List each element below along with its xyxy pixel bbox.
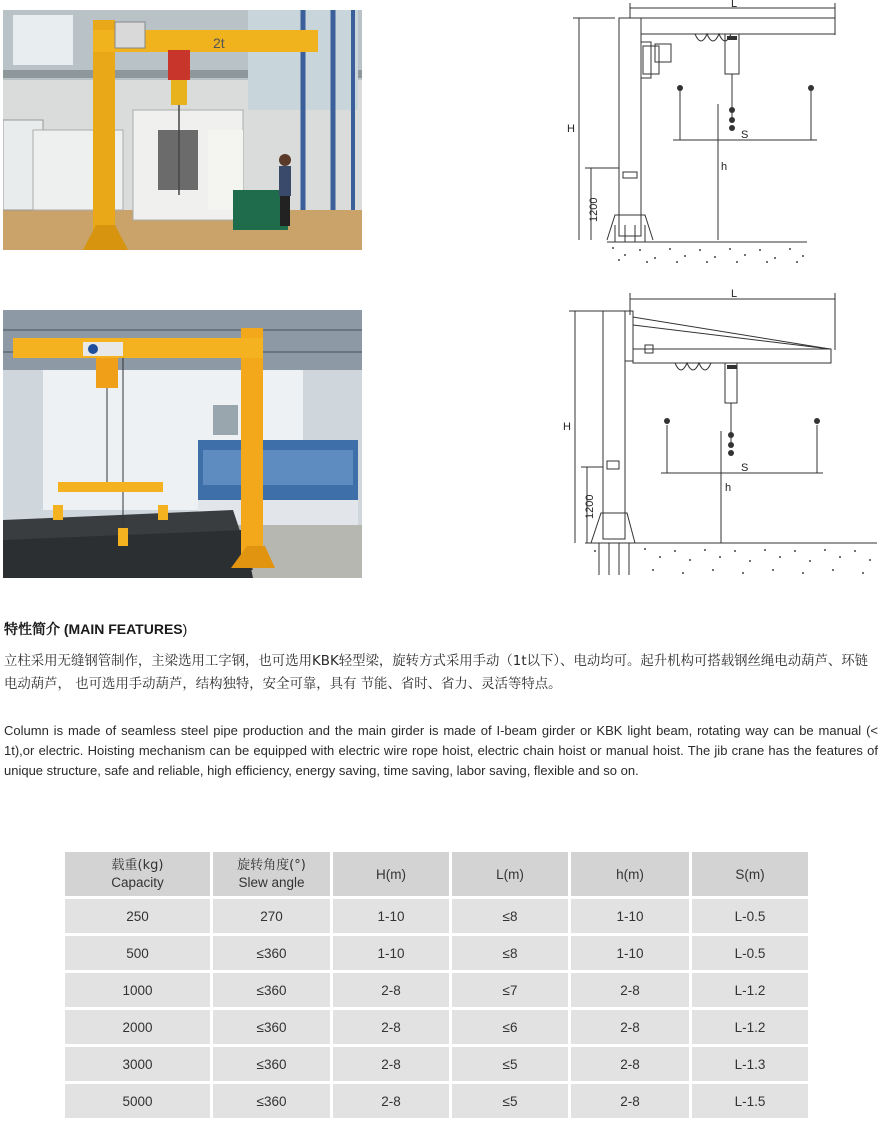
hoist-capacity-label: 2t xyxy=(213,35,225,51)
cell-capacity: 2000 xyxy=(65,1010,210,1044)
cell-S: L-1.2 xyxy=(692,973,808,1007)
dim-label-S: S xyxy=(741,462,749,474)
header-H: H(m) xyxy=(333,852,449,896)
cell-L: ≤5 xyxy=(452,1047,568,1081)
cell-L: ≤8 xyxy=(452,936,568,970)
cell-slew-angle: ≤360 xyxy=(213,973,330,1007)
spec-table xyxy=(62,849,811,1121)
dim-label-1200: 1200 xyxy=(584,494,596,519)
cell-H: 2-8 xyxy=(333,1084,449,1118)
header-capacity: 载重(kg) Capacity xyxy=(65,852,210,896)
header-S: S(m) xyxy=(692,852,808,896)
header-h: h(m) xyxy=(571,852,689,896)
cell-S: L-1.5 xyxy=(692,1084,808,1118)
description-chinese: 立柱采用无缝钢管制作，主梁选用工字钢，也可选用KBK轻型梁，旋转方式采用手动（1t以下）、电动均可。起升机构可搭载钢丝绳电动葫芦、环链电动葫芦， 也可选用手动葫芦，结构独特，安全可靠，具有 节能、省时、省力、灵活等特点。 xyxy=(4,654,869,692)
header-L: L(m) xyxy=(452,852,568,896)
dim-label-1200: 1200 xyxy=(588,197,600,222)
cell-L: ≤8 xyxy=(452,899,568,933)
cell-slew-angle: ≤360 xyxy=(213,1010,330,1044)
dimension-drawing-column-jib-crane xyxy=(555,0,845,270)
cell-S: L-1.3 xyxy=(692,1047,808,1081)
description-english: Column is made of seamless steel pipe production and the main girder is made of I-beam girder or KBK light beam, rotating way can be manual (< 1t),or electric. Hoisting mechanism can be equipped with electric wire rope hoist, electric chain hoist or manual hoist. The jib crane has the features of unique structure, safe and reliable, high efficiency, energy saving, time saving, labor saving, flexible and so on. xyxy=(4,723,878,778)
cell-L: ≤6 xyxy=(452,1010,568,1044)
dim-label-L: L xyxy=(731,0,738,10)
table-row xyxy=(65,1047,808,1081)
cell-capacity: 1000 xyxy=(65,973,210,1007)
cell-S: L-0.5 xyxy=(692,899,808,933)
cell-slew-angle: ≤360 xyxy=(213,1047,330,1081)
table-header-row xyxy=(65,852,808,896)
cell-slew-angle: ≤360 xyxy=(213,936,330,970)
dim-label-h: h xyxy=(725,482,732,494)
table-row xyxy=(65,936,808,970)
dim-label-h: h xyxy=(721,161,728,173)
cell-h: 1-10 xyxy=(571,899,689,933)
cell-L: ≤7 xyxy=(452,973,568,1007)
table-row xyxy=(65,973,808,1007)
cell-H: 2-8 xyxy=(333,1047,449,1081)
dim-label-S: S xyxy=(741,129,749,141)
photo-pillar-jib-crane-steel-plates xyxy=(3,310,362,578)
heading-cn: 特性简介 xyxy=(4,621,60,637)
cell-H: 2-8 xyxy=(333,1010,449,1044)
cell-H: 2-8 xyxy=(333,973,449,1007)
dim-label-H: H xyxy=(567,123,575,135)
cell-S: L-0.5 xyxy=(692,936,808,970)
cell-h: 2-8 xyxy=(571,1047,689,1081)
cell-capacity: 5000 xyxy=(65,1084,210,1118)
dim-label-H: H xyxy=(563,421,571,433)
cell-h: 2-8 xyxy=(571,1084,689,1118)
cell-slew-angle: ≤360 xyxy=(213,1084,330,1118)
heading-close-paren: ) xyxy=(182,621,188,637)
cell-capacity: 250 xyxy=(65,899,210,933)
dim-label-L: L xyxy=(731,288,738,300)
cell-h: 2-8 xyxy=(571,973,689,1007)
cell-h: 1-10 xyxy=(571,936,689,970)
cell-L: ≤5 xyxy=(452,1084,568,1118)
main-features-heading xyxy=(4,619,187,639)
photo-column-jib-crane-workshop xyxy=(3,10,362,250)
cell-capacity: 500 xyxy=(65,936,210,970)
cell-h: 2-8 xyxy=(571,1010,689,1044)
cell-slew-angle: 270 xyxy=(213,899,330,933)
heading-en: (MAIN FEATURES xyxy=(63,621,183,637)
cell-S: L-1.2 xyxy=(692,1010,808,1044)
table-row xyxy=(65,1084,808,1118)
cell-H: 1-10 xyxy=(333,936,449,970)
dimension-drawing-pillar-jib-crane xyxy=(555,285,880,585)
table-row xyxy=(65,1010,808,1044)
header-slew-angle: 旋转角度(°) Slew angle xyxy=(213,852,330,896)
cell-H: 1-10 xyxy=(333,899,449,933)
cell-capacity: 3000 xyxy=(65,1047,210,1081)
table-row xyxy=(65,899,808,933)
